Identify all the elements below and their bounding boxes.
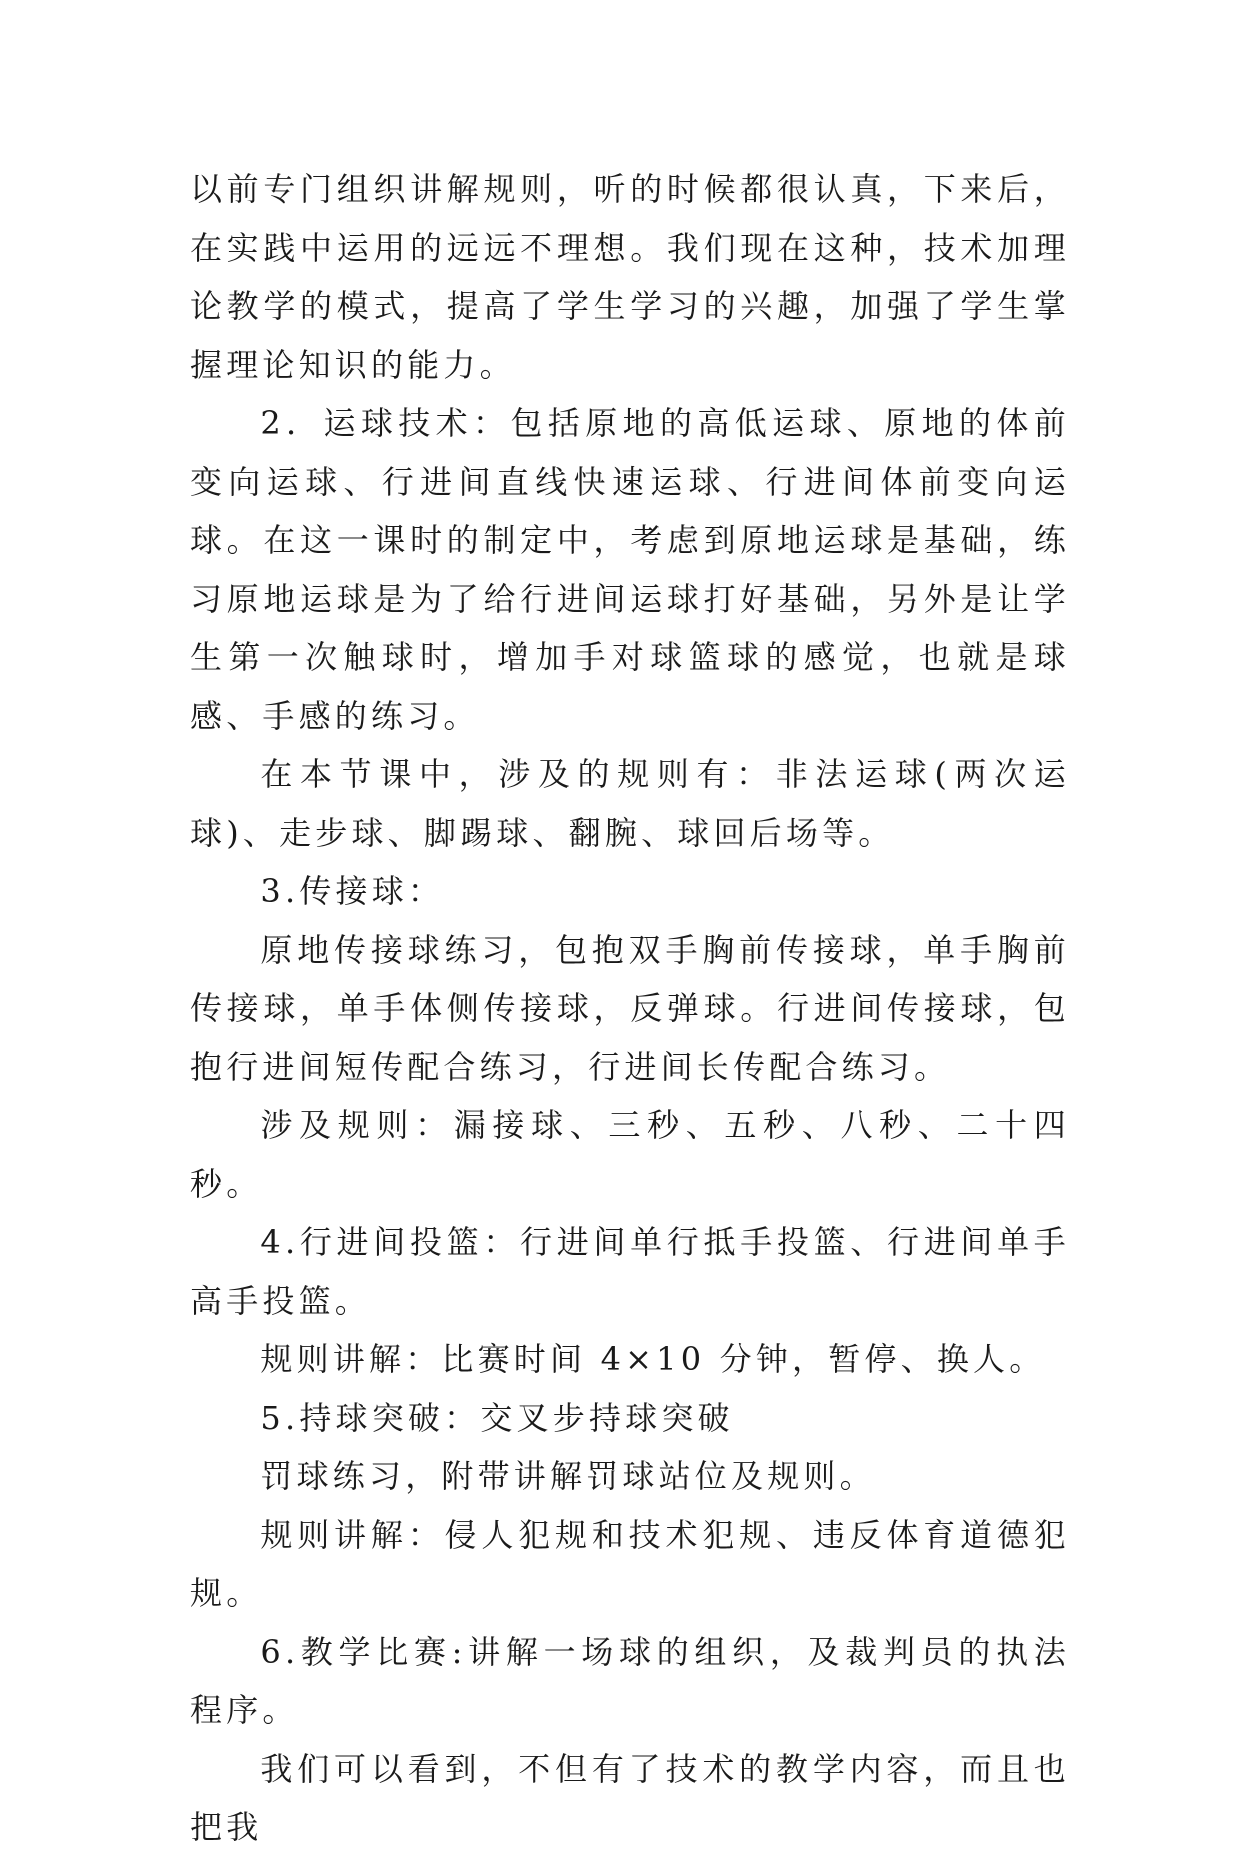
paragraph-layup-rules: 规则讲解：比赛时间 4×10 分钟，暂停、换人。 (260, 1340, 1046, 1378)
paragraph-teaching-match: 6.教学比赛:讲解一场球的组织，及裁判员的执法程序。 (190, 1632, 1070, 1729)
paragraph-free-throw: 罚球练习，附带讲解罚球站位及规则。 (260, 1457, 876, 1495)
paragraph-breakthrough: 5.持球突破：交叉步持球突破 (260, 1398, 734, 1437)
document-body (190, 160, 1070, 1857)
paragraph-passing-heading: 3.传接球： (260, 872, 445, 910)
paragraph-passing: 原地传接球练习，包抱双手胸前传接球，单手胸前传接球，单手体侧传接球，反弹球。行进间传接球，包抱行进间短传配合练习，行进间长传配合练习。 (190, 930, 1070, 1086)
paragraph-dribbling: 2．运球技术：包括原地的高低运球、原地的体前变向运球、行进间直线快速运球、行进间体前变向运球。在这一课时的制定中，考虑到原地运球是基础，练习原地运球是为了给行进间运球打好基础，另外是让学生第一次触球时，增加手对球篮球的感觉，也就是球感、手感的练习。 (190, 404, 1070, 735)
paragraph-passing-rules: 涉及规则：漏接球、三秒、五秒、八秒、二十四秒。 (190, 1106, 1070, 1203)
paragraph-dribbling-rules: 在本节课中，涉及的规则有：非法运球(两次运球)、走步球、脚踢球、翻腕、球回后场等。 (190, 755, 1070, 852)
paragraph-layup: 4.行进间投篮：行进间单行抵手投篮、行进间单手高手投篮。 (190, 1223, 1070, 1320)
paragraph-foul-rules: 规则讲解：侵人犯规和技术犯规、违反体育道德犯规。 (190, 1515, 1070, 1612)
paragraph-intro: 以前专门组织讲解规则，听的时候都很认真，下来后，在实践中运用的远远不理想。我们现在这种，技术加理论教学的模式，提高了学生学习的兴趣，加强了学生掌握理论知识的能力。 (190, 170, 1070, 384)
paragraph-conclusion: 我们可以看到，不但有了技术的教学内容，而且也把我 (190, 1749, 1070, 1846)
